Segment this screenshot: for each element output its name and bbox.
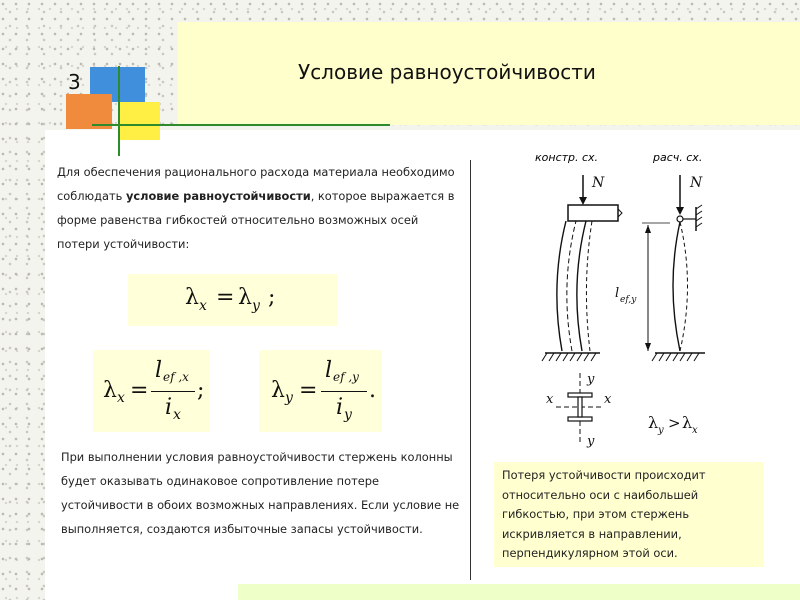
arrow-head	[676, 207, 684, 215]
force-label: N	[592, 175, 605, 191]
constructive-scheme	[542, 175, 622, 361]
lambda-symbol: λ	[271, 378, 285, 403]
formula-equality	[128, 274, 338, 326]
axis-label-y-bottom: y	[587, 434, 595, 449]
formula-lambda-x	[93, 350, 210, 432]
fraction-bar	[321, 391, 367, 392]
note-text: Потеря устойчивости происходит относительно оси с наибольшей гибкостью, при этом стержень искривляется в направлении, перпендикулярном этой оси.	[502, 468, 706, 560]
denominator-i: i	[336, 395, 344, 420]
web	[578, 397, 582, 417]
slide-title: Условие равноустойчивости	[298, 60, 596, 84]
period: .	[369, 378, 376, 403]
numerator-l: l	[155, 358, 163, 383]
column-centerline	[567, 221, 576, 351]
lambda-symbol: λ	[648, 413, 659, 432]
flange-bottom	[568, 417, 592, 421]
lambda-symbol: λ	[185, 285, 199, 310]
decor-horizontal-line	[92, 124, 390, 126]
equals-sign: =	[216, 285, 235, 310]
numerator-subscript: ef ,y	[333, 370, 359, 384]
dimension-arrow-bottom	[645, 343, 651, 351]
intro-text-end: , которое выражается в форме равенства гибкостей относительно возможных осей потери устойчивости:	[57, 189, 455, 251]
numerator-subscript: ef ,x	[163, 370, 189, 384]
subscript: y	[252, 298, 260, 314]
subscript: x	[199, 298, 207, 314]
subscript: y	[658, 425, 664, 436]
relation-formula	[648, 413, 698, 436]
label-calc-scheme: расч. сх.	[653, 151, 703, 164]
decor-vertical-line	[118, 66, 120, 156]
fraction-bar	[151, 391, 195, 392]
semicolon: ;	[268, 285, 276, 310]
intro-paragraph	[57, 160, 457, 256]
dimension-arrow-top	[645, 225, 651, 233]
greater-than-sign: >	[668, 414, 681, 432]
subscript: x	[692, 425, 698, 436]
force-label: N	[690, 175, 703, 191]
denominator-subscript: y	[344, 407, 352, 423]
column-outline-right	[577, 221, 586, 351]
column-diagram	[520, 145, 750, 455]
subscript: y	[285, 390, 293, 406]
cross-section	[546, 372, 612, 449]
intro-bold-term: условие равноустойчивости	[125, 189, 311, 203]
vertical-divider	[470, 160, 471, 580]
intro-text-start: Для обеспечения рационального расхода материала необходимо соблюдать	[57, 165, 455, 203]
numerator-l: l	[325, 358, 333, 383]
hinge-icon	[677, 216, 683, 222]
equals-sign: =	[130, 378, 149, 403]
length-label: l	[615, 286, 620, 301]
buckled-shape	[680, 222, 688, 351]
bottom-bar	[238, 584, 800, 600]
axis-label-x-right: x	[604, 392, 612, 407]
decor-yellow-square	[118, 102, 160, 140]
column-axis	[673, 222, 680, 351]
semicolon: ;	[197, 378, 205, 403]
column-outline-left	[557, 221, 566, 351]
equals-sign: =	[299, 378, 318, 403]
slide-number: 3	[68, 70, 81, 94]
lambda-symbol: λ	[682, 413, 693, 432]
buckled-shape	[586, 221, 592, 351]
subscript: x	[117, 390, 125, 406]
arrow-head	[579, 197, 587, 205]
lambda-symbol: λ	[103, 378, 117, 403]
column-cap	[568, 205, 618, 221]
denominator-i: i	[165, 395, 173, 420]
axis-label-x-left: x	[546, 392, 554, 407]
lambda-symbol: λ	[238, 285, 252, 310]
length-subscript: ef,y	[620, 295, 637, 305]
formula-lambda-y	[259, 350, 382, 432]
conclusion-paragraph: При выполнении условия равноустойчивости стержень колонны будет оказывать одинаковое сопротивление потере устойчивости в обоих возможных направлениях. Если условие не выполняется, создаются избыточные запасы устойчивости.	[61, 450, 460, 536]
calculation-scheme	[615, 175, 705, 361]
denominator-subscript: x	[173, 407, 181, 423]
flange-top	[568, 393, 592, 397]
axis-label-y-top: y	[587, 372, 595, 387]
label-constr-scheme: констр. сх.	[535, 151, 599, 164]
